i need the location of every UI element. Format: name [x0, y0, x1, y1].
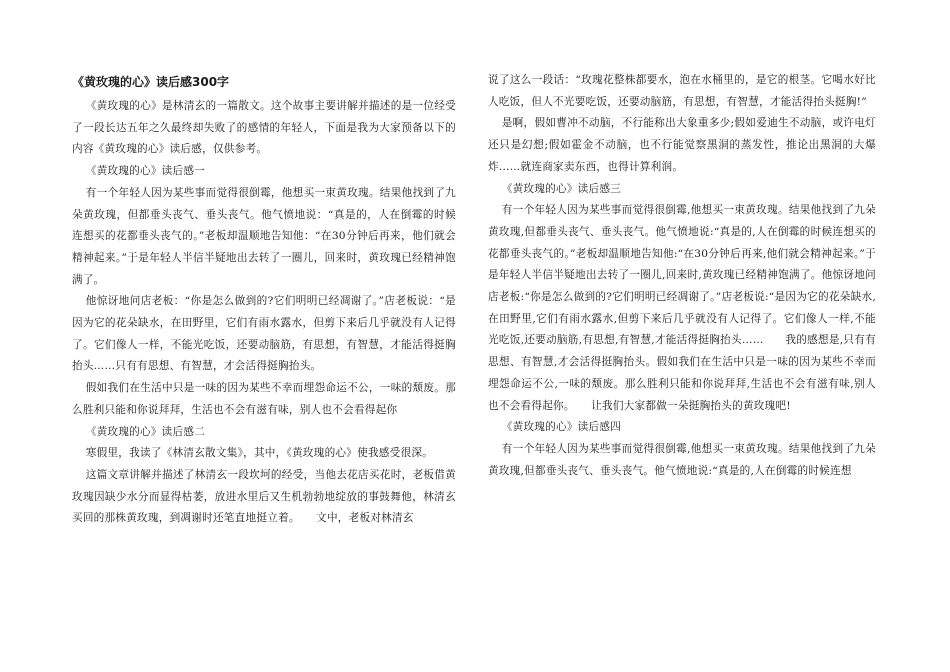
left-column-body: [72, 96, 456, 530]
right-section-heading: 《黄玫瑰的心》读后感四: [501, 421, 622, 434]
right-paragraph: 有一个年轻人因为某些事而觉得很倒霉,他想买一束黄玫瑰。结果他找到了九朵黄玫瑰,但都垂头丧气、垂头丧气。他气愤地说:“真是的,人在倒霉的时候连想: [488, 442, 876, 477]
right-column-body: [488, 70, 876, 482]
left-column: [72, 70, 456, 530]
right-paragraph: 是啊，假如曹冲不动脑，不行能称出大象重多少;假如爱迪生不动脑，或许电灯还只是幻想;假如霍金不动脑，也不行能觉察黑洞的蒸发性，推论出黑洞的大爆炸……就连商家卖东西，也得计算利润。: [488, 117, 876, 173]
left-paragraph: 《黄玫瑰的心》是林清玄的一篇散文。这个故事主要讲解并描述的是一位经受了一段长达五年之久最终却失败了的感情的年轻人，下面是我为大家预备以下的内容《黄玫瑰的心》读后感，仅供参考。: [72, 100, 456, 156]
left-paragraph: 他惊讶地问店老板：“你是怎么做到的?它们明明已经凋谢了。”店老板说：“是因为它的花朵缺水，在田野里，它们有雨水露水，但剪下来后几乎就没有人记得了。它们像人一样，不能光吃饭，还要动脑筋，有思想，有智慧，才能活得挺胸抬头……只有有思想、有智慧，才会活得挺胸抬头。: [72, 295, 456, 373]
right-paragraph: 有一个年轻人因为某些事而觉得很倒霉,他想买一束黄玫瑰。结果他找到了九朵黄玫瑰,但都垂头丧气、垂头丧气。他气愤地说:“真是的,人在倒霉的时候连想买的花都垂头丧气的。”老板却温顺地告知他:“在30分钟后再来,他们就会精神起来。”于是年轻人半信半疑地出去转了一圈儿,回来时,黄玫瑰已经精神饱满了。他惊讶地问店老板:“你是怎么做到的?它们明明已经凋谢了。”店老板说:“是因为它的花朵缺水,在田野里,它们有雨水露水,但剪下来后几乎就没有人记得了。它们像人一样,不能光吃饭,还要动脑筋,有思想,有智慧,才能活得挺胸抬头…… 我的感想是,只有有思想、有智慧,才会活得挺胸抬头。假如我们在生活中只是一味的因为某些不幸而埋怨命运不公,一味的颓废。那么胜利只能和你说拜拜,生活也不会有滋有味,别人也不会看得起你。 让我们大家都做一朵挺胸抬头的黄玫瑰吧!: [488, 204, 876, 412]
left-paragraph: 有一个年轻人因为某些事而觉得很倒霉，他想买一束黄玫瑰。结果他找到了九朵黄玫瑰，但都垂头丧气、垂头丧气。他气愤地说：“真是的，人在倒霉的时候连想买的花都垂头丧气的。”老板却温顺地告知他：“在30分钟后再来，他们就会精神起来。”于是年轻人半信半疑地出去转了一圈儿，回来时，黄玫瑰已经精神饱满了。: [72, 186, 456, 286]
right-paragraph: 说了这么一段话：“玫瑰花整株都要水，泡在水桶里的，是它的根茎。它喝水好比人吃饭，但人不光要吃饭，还要动脑筋，有思想，有智慧，才能活得抬头挺胸!”: [488, 74, 876, 108]
left-paragraph: 寒假里，我读了《林清玄散文集》，其中，《黄玫瑰的心》使我感受很深。: [85, 447, 434, 460]
left-section-heading: 《黄玫瑰的心》读后感二: [85, 425, 206, 438]
left-section-heading: 《黄玫瑰的心》读后感一: [85, 165, 206, 178]
right-column: [488, 70, 876, 482]
left-paragraph: 假如我们在生活中只是一味的因为某些不幸而埋怨命运不公，一味的颓废。那么胜利只能和你说拜拜，生活也不会有滋有味，别人也不会看得起你: [72, 382, 456, 416]
left-paragraph: 这篇文章讲解并描述了林清玄一段坎坷的经受，当他去花店买花时，老板借黄玫瑰因缺少水分而显得枯萎，放进水里后又生机勃勃地绽放的事鼓舞他，林清玄买回的那株黄玫瑰，到凋谢时还笔直地挺立着。 文中，老板对林清玄: [72, 468, 456, 525]
right-section-heading: 《黄玫瑰的心》读后感三: [501, 182, 622, 195]
document-title: 《黄玫瑰的心》读后感300字: [72, 75, 230, 89]
